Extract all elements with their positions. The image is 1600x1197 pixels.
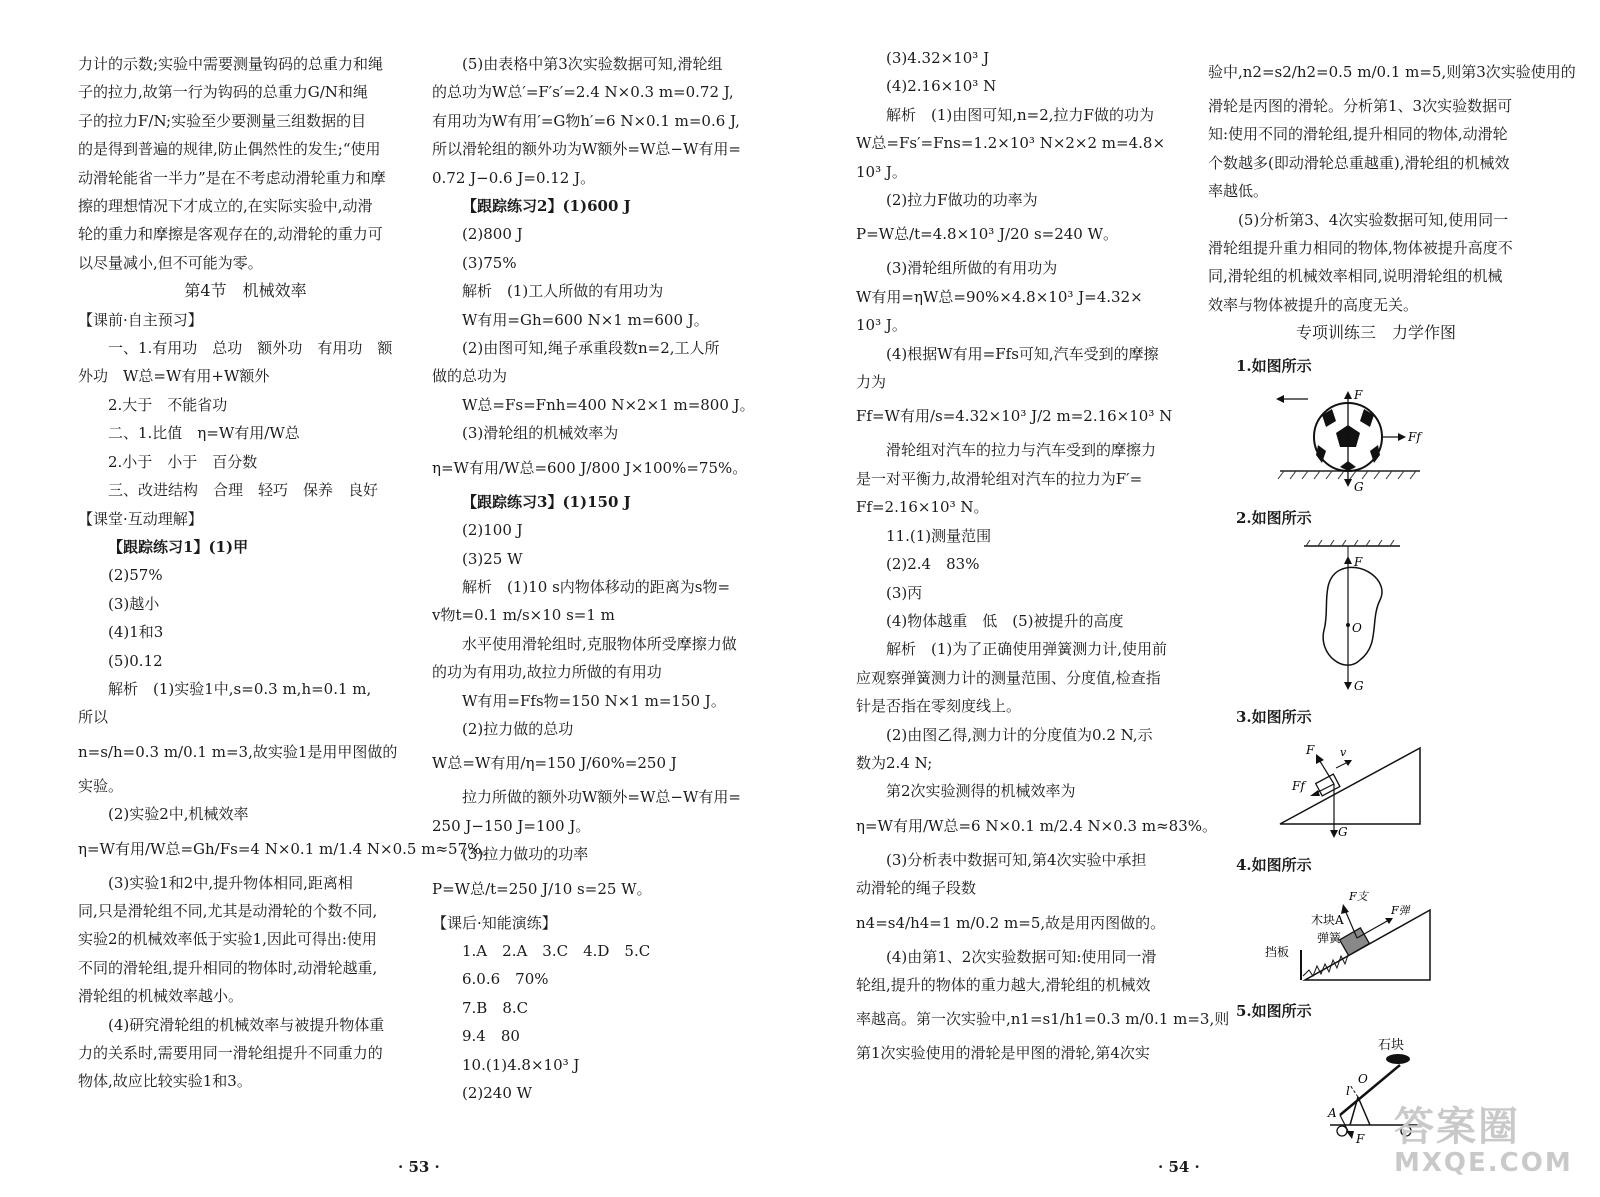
text-line: 一、1.有用功 总功 额外功 有用功 额: [108, 339, 393, 358]
text-line: W有用=ηW总=90%×4.8×10³ J=4.32×: [856, 287, 1143, 306]
equation: η=W有用/W总=6 N×0.1 m/2.4 N×0.3 m≈83%。: [856, 816, 1217, 835]
analysis-line: 解析 (1)10 s内物体移动的距离为s物=: [462, 577, 731, 596]
figure-3-incline-diagram: [1270, 738, 1430, 838]
text-line: 有用功为W有用′=G物h′=6 N×0.1 m=0.6 J,: [432, 111, 740, 130]
figure-2-hanging-diagram: [1300, 540, 1410, 700]
text-line: 1.A 2.A 3.C 4.D 5.C: [462, 941, 651, 960]
text-line: 的功为有用功,故拉力所做的有用功: [432, 663, 662, 682]
text-line: v物t=0.1 m/s×10 s=1 m: [432, 606, 615, 625]
text-line: 滑轮组对汽车的拉力与汽车受到的摩擦力: [886, 441, 1157, 460]
label-board: 挡板: [1265, 945, 1290, 959]
label-O: O: [1358, 1072, 1368, 1086]
equation: n4=s4/h4=1 m/0.2 m=5,故是用丙图做的。: [856, 913, 1166, 932]
text-line: 9.4 80: [462, 1027, 520, 1046]
text-line: 第1次实验使用的滑轮是甲图的滑轮,第4次实: [856, 1044, 1150, 1063]
text-line: (3)实验1和2中,提升物体相同,距离相: [108, 873, 353, 892]
label-F-spring: F弹: [1391, 904, 1410, 917]
equation: P=W总/t=250 J/10 s=25 W。: [432, 879, 652, 898]
figure-1-ball-diagram: [1270, 385, 1450, 500]
label-Ff: Ff: [1408, 430, 1421, 444]
text-line: (3)拉力做功的功率: [462, 845, 589, 864]
text-line: 轮的重力和摩擦是客观存在的,动滑轮的重力可: [78, 225, 383, 244]
label-v: v: [1340, 746, 1347, 759]
text-line: 滑轮是丙图的滑轮。分析第1、3次实验数据可: [1208, 97, 1513, 115]
analysis-line: 解析 (1)实验1中,s=0.3 m,h=0.1 m,: [108, 679, 372, 698]
text-line: 所以: [78, 708, 109, 727]
text-line: 水平使用滑轮组时,克服物体所受摩擦力做: [462, 634, 737, 653]
text-line: 做的总功为: [432, 367, 508, 386]
text-line: (4)物体越重 低 (5)被提升的高度: [886, 611, 1124, 630]
text-line: 知:使用不同的滑轮组,提升相同的物体,动滑轮: [1208, 125, 1508, 144]
text-line: 滑轮组提升重力相同的物体,物体被提升高度不: [1208, 239, 1513, 258]
equation: n=s/h=0.3 m/0.1 m=3,故实验1是用甲图做的: [78, 742, 398, 761]
analysis-line: 解析 (1)由图可知,n=2,拉力F做的功为: [886, 105, 1154, 124]
text-line: 个数越多(即动滑轮总重越重),滑轮组的机械效: [1208, 153, 1510, 172]
figure-caption: 5.如图所示: [1236, 1002, 1312, 1020]
label-F-support: F支: [1349, 890, 1368, 903]
text-line: 实验。: [78, 776, 124, 795]
column-2: [432, 50, 768, 1107]
label-spring: 弹簧: [1317, 931, 1342, 945]
label-G: G: [1354, 679, 1364, 693]
analysis-line: 解析 (1)工人所做的有用功为: [462, 282, 664, 301]
text-line: (3)4.32×10³ J: [886, 49, 990, 67]
text-line: 子的拉力F/N;实验至少要测量三组数据的目: [78, 111, 367, 130]
equation: W总=W有用/η=150 J/60%=250 J: [432, 754, 677, 773]
figure-caption: 4.如图所示: [1236, 856, 1312, 874]
text-line: (4)根据W有用=Ffs可知,汽车受到的摩擦: [886, 344, 1159, 363]
figure-4-spring-diagram: [1265, 880, 1440, 995]
text-line: (3)75%: [462, 253, 517, 272]
equation: η=W有用/W总=Gh/Fs=4 N×0.1 m/1.4 N×0.5 m≈57%。: [78, 839, 497, 858]
text-line: 0.72 J−0.6 J=0.12 J。: [432, 168, 596, 187]
section-label: 【课后·知能演练】: [432, 913, 557, 932]
text-line: 外功 W总=W有用+W额外: [78, 367, 270, 386]
section-title: 第4节 机械效率: [184, 281, 307, 301]
text-line: (3)滑轮组所做的有用功为: [886, 259, 1058, 278]
text-line: 的总功为W总′=F′s′=2.4 N×0.3 m=0.72 J,: [432, 83, 734, 102]
equation: 验中,n2=s2/h2=0.5 m/0.1 m=5,则第3次实验使用的: [1208, 63, 1576, 81]
label-F: F: [1354, 388, 1363, 402]
text-line: 250 J−150 J=100 J。: [432, 816, 591, 835]
text-line: 物体,故应比较实验1和3。: [78, 1072, 252, 1091]
text-line: (2)由图可知,绳子承重段数n=2,工人所: [462, 339, 720, 358]
section-label: 【课堂·互动理解】: [78, 509, 203, 528]
label-A: A: [1328, 1106, 1337, 1120]
practice-answer: 【跟踪练习1】(1)甲: [108, 537, 249, 556]
watermark-title: 答案圈: [1394, 1104, 1520, 1150]
label-F: F: [1354, 555, 1363, 569]
text-line: 11.(1)测量范围: [886, 526, 992, 545]
text-line: 擦的理想情况下才成立的,在实际实验中,动滑: [78, 197, 373, 216]
text-line: 力计的示数;实验中需要测量钩码的总重力和绳: [78, 55, 384, 73]
section-label: 【课前·自主预习】: [78, 310, 203, 329]
text-line: (2)100 J: [462, 521, 523, 540]
text-line: 应观察弹簧测力计的测量范围、分度值,检查指: [856, 668, 1161, 687]
text-line: Ff=2.16×10³ N。: [856, 498, 989, 517]
text-line: 力的关系时,需要用同一滑轮组提升不同重力的: [78, 1044, 383, 1062]
text-line: 不同的滑轮组,提升相同的物体时,动滑轮越重,: [78, 958, 378, 977]
text-line: W有用=Ffs物=150 N×1 m=150 J。: [462, 691, 726, 710]
label-G: G: [1354, 480, 1364, 494]
text-line: 效率与物体被提升的高度无关。: [1208, 295, 1419, 314]
section-title: 专项训练三 力学作图: [1295, 323, 1456, 343]
text-line: 6.0.6 70%: [462, 970, 549, 989]
text-line: (5)0.12: [108, 651, 163, 670]
text-line: 三、改进结构 合理 轻巧 保养 良好: [108, 481, 379, 500]
text-line: (2)实验2中,机械效率: [108, 805, 249, 824]
text-line: W总=Fs′=Fns=1.2×10³ N×2×2 m=4.8×: [856, 134, 1166, 153]
text-line: 二、1.比值 η=W有用/W总: [108, 424, 300, 443]
text-line: (4)由第1、2次实验数据可知:使用同一滑: [886, 947, 1157, 966]
figure-caption: 1.如图所示: [1236, 357, 1312, 375]
label-G: G: [1338, 825, 1348, 838]
text-line: (2)57%: [108, 566, 163, 585]
practice-answer: 【跟踪练习3】(1)150 J: [462, 492, 631, 511]
text-line: 以尽量减小,但不可能为零。: [78, 253, 263, 272]
page-number-right: · 54 ·: [1158, 1158, 1200, 1176]
text-line: (2)800 J: [462, 225, 523, 244]
analysis-line: 解析 (1)为了正确使用弹簧测力计,使用前: [886, 640, 1168, 659]
label-F: F: [1356, 1132, 1365, 1145]
text-line: 动滑轮的绳子段数: [856, 879, 977, 898]
text-line: 数为2.4 N;: [856, 753, 933, 772]
practice-answer: 【跟踪练习2】(1)600 J: [462, 197, 631, 216]
page-number-left: · 53 ·: [398, 1158, 440, 1176]
text-line: (3)分析表中数据可知,第4次实验中承担: [886, 850, 1147, 869]
watermark: [1394, 1105, 1573, 1177]
equation: Ff=W有用/s=4.32×10³ J/2 m=2.16×10³ N: [856, 407, 1173, 426]
text-line: (3)丙: [886, 583, 923, 602]
text-line: 10³ J。: [856, 316, 907, 335]
text-line: 同,滑轮组的机械效率相同,说明滑轮组的机械: [1208, 267, 1503, 286]
text-line: 10.(1)4.8×10³ J: [462, 1055, 580, 1074]
equation: P=W总/t=4.8×10³ J/20 s=240 W。: [856, 225, 1119, 244]
label-l: l: [1346, 1084, 1350, 1098]
text-line: (2)拉力做的总功: [462, 719, 574, 738]
text-line: (5)由表格中第3次实验数据可知,滑轮组: [462, 55, 723, 73]
text-line: 率越低。: [1208, 182, 1269, 201]
text-line: (2)240 W: [462, 1084, 533, 1102]
text-line: (2)拉力F做功的功率为: [886, 191, 1038, 210]
label-O: O: [1352, 621, 1362, 635]
text-line: 拉力所做的额外功W额外=W总−W有用=: [462, 788, 741, 807]
text-line: 实验2的机械效率低于实验1,因此可得出:使用: [78, 930, 377, 949]
label-F: F: [1306, 743, 1315, 757]
figure-caption: 2.如图所示: [1236, 509, 1312, 527]
text-line: (3)25 W: [462, 549, 523, 568]
text-line: (4)1和3: [108, 623, 164, 642]
column-3: [856, 44, 1230, 1068]
text-line: 针是否指在零刻度线上。: [856, 697, 1022, 716]
text-line: 是一对平衡力,故滑轮组对汽车的拉力为F′=: [856, 469, 1143, 488]
text-line: 第2次实验测得的机械效率为: [886, 782, 1076, 801]
text-line: (4)2.16×10³ N: [886, 77, 997, 96]
text-line: 的是得到普遍的规律,防止偶然性的发生;“使用: [78, 140, 381, 159]
figure-caption: 3.如图所示: [1236, 708, 1312, 726]
text-line: 子的拉力,故第一行为钩码的总重力G/N和绳: [78, 83, 368, 102]
text-line: 10³ J。: [856, 162, 907, 181]
text-line: 轮组,提升的物体的重力越大,滑轮组的机械效: [856, 975, 1151, 994]
equation: η=W有用/W总=600 J/800 J×100%=75%。: [432, 458, 748, 477]
text-line: (2)2.4 83%: [886, 555, 980, 574]
label-Ff: Ff: [1292, 779, 1305, 793]
text-line: (2)由图乙得,测力计的分度值为0.2 N,示: [886, 725, 1153, 744]
column-4: [1208, 52, 1576, 348]
text-line: 力为: [856, 373, 887, 392]
text-line: 2.小于 小于 百分数: [108, 452, 258, 471]
text-line: (3)越小: [108, 594, 160, 613]
label-stone: 石块: [1378, 1038, 1405, 1053]
text-line: (3)滑轮组的机械效率为: [462, 424, 619, 443]
text-line: 滑轮组的机械效率越小。: [78, 987, 244, 1006]
text-line: 同,只是滑轮组不同,尤其是动滑轮的个数不同,: [78, 901, 378, 920]
watermark-url: MXQE.COM: [1394, 1148, 1573, 1178]
equation: 率越高。第一次实验中,n1=s1/h1=0.3 m/0.1 m=3,则: [856, 1010, 1230, 1029]
text-line: W有用=Gh=600 N×1 m=600 J。: [462, 310, 709, 329]
text-line: 2.大于 不能省功: [108, 395, 228, 414]
text-line: 所以滑轮组的额外功为W额外=W总−W有用=: [432, 140, 741, 159]
text-line: W总=Fs=Fnh=400 N×2×1 m=800 J。: [462, 395, 755, 414]
text-line: (5)分析第3、4次实验数据可知,使用同一: [1238, 210, 1509, 229]
text-line: (4)研究滑轮组的机械效率与被提升物体重: [108, 1015, 385, 1034]
label-block: 木块A: [1311, 913, 1344, 927]
text-line: 7.B 8.C: [462, 998, 529, 1017]
text-line: 动滑轮能省一半力”是在不考虑动滑轮重力和摩: [78, 168, 386, 187]
